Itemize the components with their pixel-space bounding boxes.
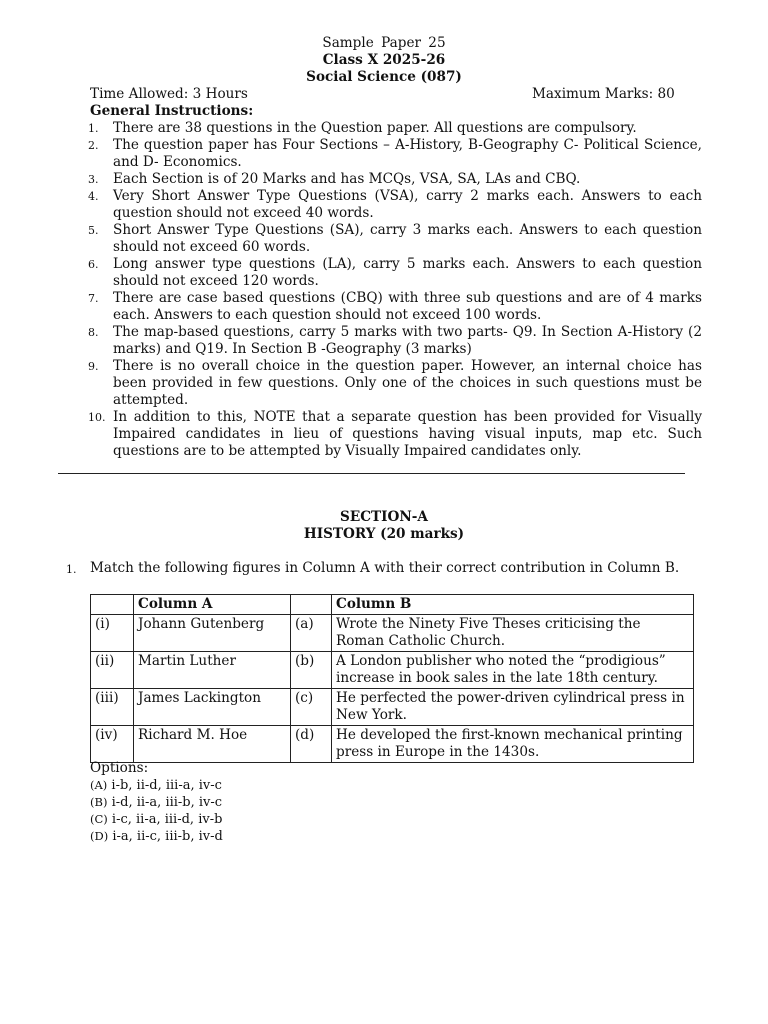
instruction-number: 2. xyxy=(88,139,99,152)
instruction-number: 5. xyxy=(88,224,99,237)
table-header-cell xyxy=(91,595,134,615)
table-row xyxy=(91,652,694,689)
instruction-item xyxy=(88,222,702,256)
instruction-number: 9. xyxy=(88,360,99,373)
row-a-figure: Martin Luther xyxy=(134,652,291,689)
option-letter: (A) xyxy=(90,778,108,792)
row-a-figure: James Lackington xyxy=(134,689,291,726)
row-a-number: (iii) xyxy=(91,689,134,726)
instruction-number: 7. xyxy=(88,292,99,305)
instruction-item xyxy=(88,290,702,324)
instruction-text: There is no overall choice in the question paper. However, an internal choice has been provided in few questions. Only one of the choices in such questions must be attempted. xyxy=(113,358,702,408)
row-b-contribution: He perfected the power-driven cylindrical press in New York. xyxy=(332,689,694,726)
instruction-number: 6. xyxy=(88,258,99,271)
instruction-number: 4. xyxy=(88,190,99,203)
column-b-header: Column B xyxy=(332,595,694,615)
row-b-number: (d) xyxy=(291,726,332,763)
instruction-text: Short Answer Type Questions (SA), carry 3 marks each. Answers to each question should not exceed 60 words. xyxy=(113,222,702,255)
instruction-text: The map-based questions, carry 5 marks with two parts- Q9. In Section A-History (2 marks) and Q19. In Section B -Geography (3 marks) xyxy=(113,324,702,357)
option-letter: (B) xyxy=(90,795,108,809)
option-letter: (C) xyxy=(90,812,108,826)
row-b-number: (c) xyxy=(291,689,332,726)
section-subtitle: HISTORY (20 marks) xyxy=(303,526,465,542)
row-a-number: (i) xyxy=(91,615,134,652)
table-row xyxy=(91,615,694,652)
table-header-cell xyxy=(291,595,332,615)
match-table xyxy=(90,594,694,763)
instruction-number: 8. xyxy=(88,326,99,339)
table-header-row xyxy=(91,595,694,615)
instruction-item xyxy=(88,171,702,188)
instruction-item xyxy=(88,324,702,358)
instruction-number: 1. xyxy=(88,122,99,135)
row-a-figure: Richard M. Hoe xyxy=(134,726,291,763)
instruction-text: In addition to this, NOTE that a separate question has been provided for Visually Impaired candidates in lieu of questions having visual inputs, map etc. Such questions are to be attempted by Visually Impaired candidates only. xyxy=(113,409,702,459)
row-b-number: (a) xyxy=(291,615,332,652)
instruction-text: Very Short Answer Type Questions (VSA), carry 2 marks each. Answers to each question should not exceed 40 words. xyxy=(113,188,702,221)
table-row xyxy=(91,689,694,726)
instruction-number: 10. xyxy=(88,411,106,424)
instruction-item xyxy=(88,358,702,409)
maximum-marks: Maximum Marks: 80 xyxy=(532,86,675,102)
section-title: SECTION-A xyxy=(340,509,428,525)
row-a-number: (iv) xyxy=(91,726,134,763)
row-b-contribution: A London publisher who noted the “prodigious” increase in book sales in the late 18th century. xyxy=(332,652,694,689)
option-text: i-a, ii-c, iii-b, iv-d xyxy=(112,829,223,844)
option-c xyxy=(90,811,223,828)
option-d xyxy=(90,828,223,845)
question-number: 1. xyxy=(66,563,77,576)
row-a-number: (ii) xyxy=(91,652,134,689)
table-row xyxy=(91,726,694,763)
row-b-contribution: He developed the first-known mechanical printing press in Europe in the 1430s. xyxy=(332,726,694,763)
option-letter: (D) xyxy=(90,829,109,843)
question-text: Match the following figures in Column A with their correct contribution in Column B. xyxy=(90,560,680,576)
options-list xyxy=(90,760,223,845)
column-a-header: Column A xyxy=(134,595,291,615)
instructions-heading: General Instructions: xyxy=(90,103,254,119)
instruction-item xyxy=(88,120,702,137)
instruction-text: The question paper has Four Sections – A-History, B-Geography C- Political Science, and D- Economics. xyxy=(113,137,702,170)
instructions-list xyxy=(88,120,702,460)
row-a-figure: Johann Gutenberg xyxy=(134,615,291,652)
row-b-contribution: Wrote the Ninety Five Theses criticising the Roman Catholic Church. xyxy=(332,615,694,652)
divider xyxy=(58,473,685,474)
instruction-number: 3. xyxy=(88,173,99,186)
option-b xyxy=(90,794,223,811)
option-text: i-c, ii-a, iii-d, iv-b xyxy=(111,812,223,827)
class-title: Class X 2025-26 xyxy=(322,52,446,68)
subject-title: Social Science (087) xyxy=(306,69,462,85)
instruction-item xyxy=(88,409,702,460)
options-label: Options: xyxy=(90,760,149,776)
option-text: i-d, ii-a, iii-b, iv-c xyxy=(111,795,223,810)
instruction-item xyxy=(88,256,702,290)
time-allowed: Time Allowed: 3 Hours xyxy=(90,86,248,102)
instruction-item xyxy=(88,137,702,171)
instruction-text: Each Section is of 20 Marks and has MCQs, VSA, SA, LAs and CBQ. xyxy=(113,171,581,187)
instruction-item xyxy=(88,188,702,222)
option-a xyxy=(90,777,223,794)
instruction-text: There are case based questions (CBQ) with three sub questions and are of 4 marks each. Answers to each question should not exceed 100 words. xyxy=(113,290,702,323)
sample-paper-title: Sample Paper 25 xyxy=(322,35,446,51)
option-text: i-b, ii-d, iii-a, iv-c xyxy=(111,778,222,793)
instruction-text: There are 38 questions in the Question paper. All questions are compulsory. xyxy=(113,120,637,136)
instruction-text: Long answer type questions (LA), carry 5 marks each. Answers to each question should not exceed 120 words. xyxy=(113,256,702,289)
row-b-number: (b) xyxy=(291,652,332,689)
